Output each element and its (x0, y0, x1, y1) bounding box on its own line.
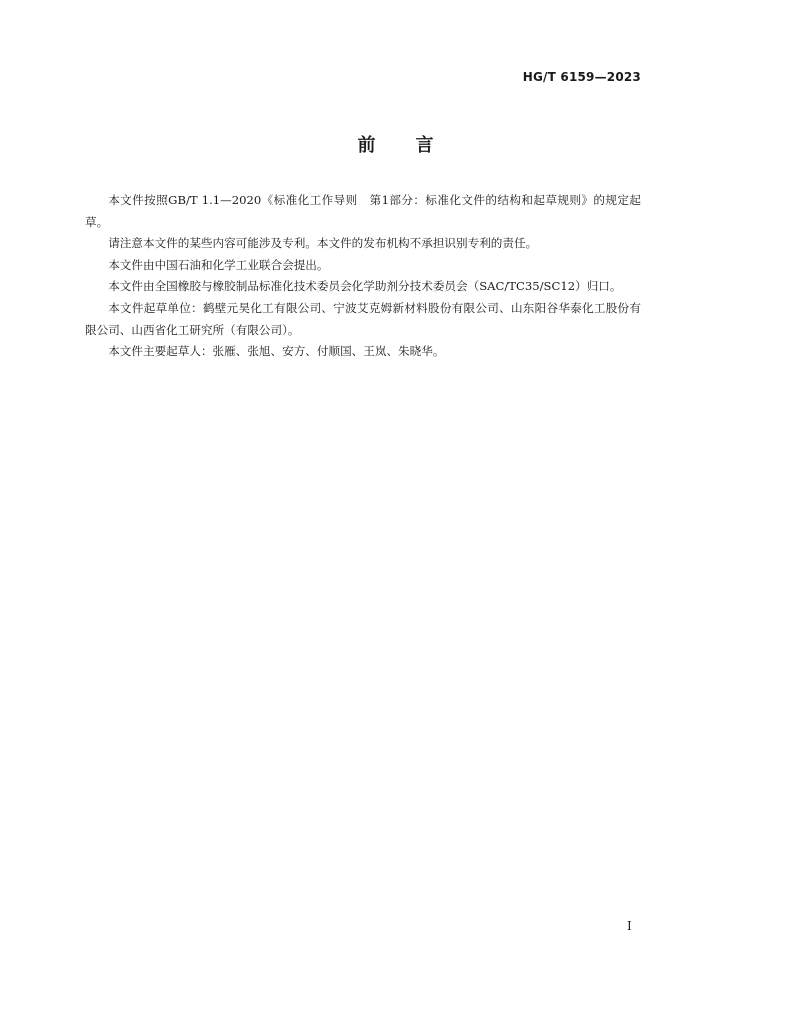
paragraph-drafting-rules: 本文件按照GB/T 1.1—2020《标准化工作导则 第1部分：标准化文件的结构和起草规则》的规定起草。 (85, 193, 641, 229)
title-char-1: 前 (357, 135, 376, 156)
paragraph-drafters: 本文件主要起草人：张雁、张旭、安方、付顺国、王岚、朱晓华。 (108, 344, 445, 359)
paragraph-proposer: 本文件由中国石油和化学工业联合会提出。 (108, 257, 329, 272)
foreword-body (85, 190, 641, 363)
paragraph-drafting-units: 本文件起草单位：鹤壁元昊化工有限公司、宁波艾克姆新材料股份有限公司、山东阳谷华泰化工股份有限公司、山西省化工研究所（有限公司）。 (85, 300, 641, 337)
page-title (0, 131, 791, 157)
paragraph-administered-by: 本文件由全国橡胶与橡胶制品标准化技术委员会化学助剂分技术委员会（SAC/TC35/SC12）归口。 (108, 279, 622, 294)
paragraph-patent-notice: 请注意本文件的某些内容可能涉及专利。本文件的发布机构不承担识别专利的责任。 (108, 236, 538, 251)
page-number: I (627, 919, 632, 933)
title-char-2: 言 (415, 135, 434, 156)
standard-code: HG/T 6159—2023 (522, 70, 641, 84)
